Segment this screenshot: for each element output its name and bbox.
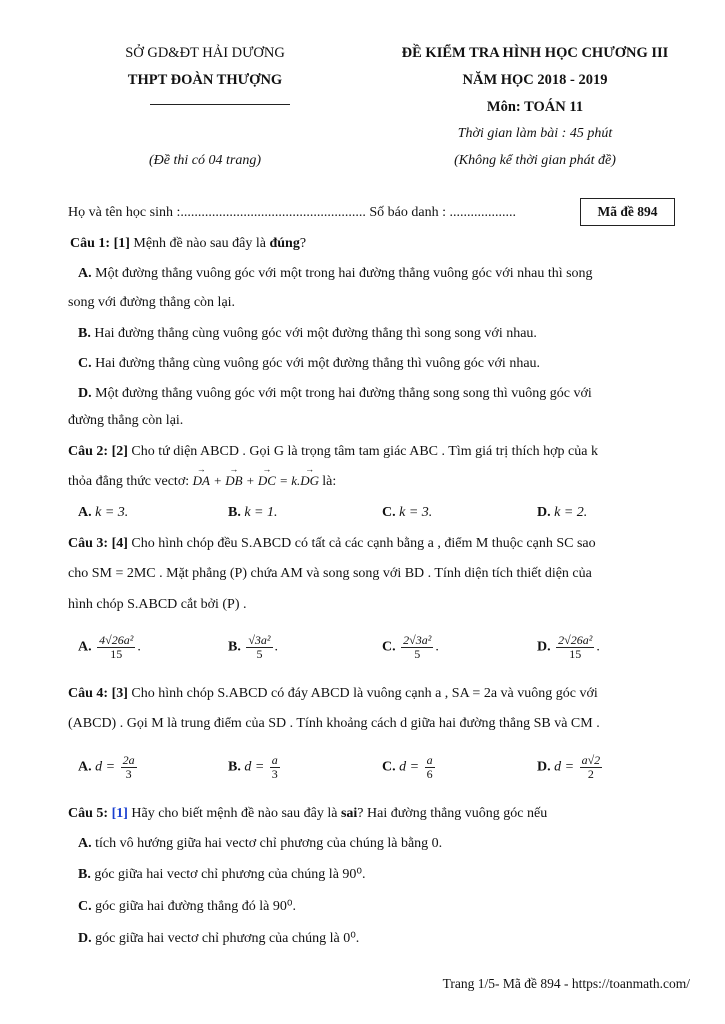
q1-text-a: Mệnh đề nào sau đây là <box>133 236 266 251</box>
option-text: Một đường thẳng vuông góc với một trong hai đường thẳng vuông góc với nhau thì song <box>95 266 593 281</box>
q3-line3: hình chóp S.ABCD cắt bởi (P) . <box>68 597 247 612</box>
q1-level: [1] <box>113 236 130 251</box>
q1-option-d[interactable] <box>78 386 592 402</box>
question-4 <box>68 686 598 702</box>
q1-text-c: ? <box>299 236 307 251</box>
exam-title: ĐỀ KIỂM TRA HÌNH HỌC CHƯƠNG III <box>401 45 669 61</box>
q3-option-a[interactable]: A. $\frac{\text{4√26a²}}{15}$ . <box>78 633 141 661</box>
q4-option-c[interactable] <box>382 754 437 780</box>
q1-label: Câu 1: <box>70 236 111 251</box>
option-text: Hai đường thẳng cùng vuông góc với một đường thẳng thì vuông góc với nhau. <box>95 356 541 371</box>
option-letter: D. <box>537 505 551 520</box>
q1-text-b: đúng <box>269 236 300 251</box>
school-dept: SỞ GD&ĐT HẢI DƯƠNG <box>125 45 285 61</box>
page-footer: Trang 1/5- Mã đề 894 - https://toanmath.com/ <box>442 976 690 991</box>
option-text: k = 3. <box>399 505 433 520</box>
q3-line2: cho SM = 2MC . Mặt phẳng (P) chứa AM và song song với BD . Tính diện tích thiết diện của <box>68 566 592 581</box>
q2-line1: Cho tứ diện ABCD . Gọi G là trọng tâm tam giác ABC . Tìm giá trị thích hợp của k <box>131 444 598 459</box>
q1-option-b[interactable] <box>78 326 537 342</box>
d-equals: d = <box>244 759 265 775</box>
fraction: $\frac{\text{2√26a²}}{15}$ <box>558 633 593 661</box>
q4-option-b[interactable] <box>228 754 282 780</box>
option-letter: A. <box>78 505 92 520</box>
vector-equation: → DA + → DB + → DC = k.→ DG <box>193 473 323 488</box>
q2-level: [2] <box>111 444 128 459</box>
fraction: $\frac{a√2}{2}$ <box>581 753 601 781</box>
q3-line1: Cho hình chóp đều S.ABCD có tất cả các cạnh bằng a , điểm M thuộc cạnh SC sao <box>131 536 596 551</box>
option-letter: B. <box>78 326 91 341</box>
d-equals: d = <box>399 759 420 775</box>
q3-option-d[interactable]: D. $\frac{\text{2√26a²}}{15}$ . <box>537 633 600 661</box>
option-letter: C. <box>382 505 396 520</box>
exam-code-box <box>580 198 675 226</box>
q2-option-d[interactable] <box>537 505 587 521</box>
q4-label: Câu 4: <box>68 686 109 701</box>
q2-line2a: thỏa đẳng thức vectơ: <box>68 474 190 489</box>
option-text: góc giữa hai vectơ chỉ phương của chúng là 90⁰. <box>94 867 366 882</box>
option-letter: A. <box>78 759 92 775</box>
option-letter: A. <box>78 266 92 281</box>
q3-label: Câu 3: <box>68 536 109 551</box>
option-letter: A. <box>78 639 92 655</box>
student-info-line: Họ và tên học sinh :..................................................... Số báo danh : ................... <box>68 205 516 220</box>
option-letter: B. <box>228 639 241 655</box>
school-name: THPT ĐOÀN THƯỢNG <box>127 72 283 88</box>
q2-option-a[interactable] <box>78 505 128 521</box>
option-text: tích vô hướng giữa hai vectơ chỉ phương của chúng là bằng 0. <box>95 836 443 851</box>
q5-label: Câu 5: <box>68 806 109 821</box>
q5-option-b[interactable] <box>78 866 366 883</box>
q1-option-d-cont: đường thẳng còn lại. <box>68 413 184 428</box>
q5-text-a: Hãy cho biết mệnh đề nào sau đây là <box>131 806 338 821</box>
option-letter: D. <box>537 759 551 775</box>
option-text: k = 2. <box>554 505 588 520</box>
question-2 <box>68 444 598 460</box>
fraction: $\frac{\text{4√26a²}}{15}$ <box>99 633 134 661</box>
q4-line1: Cho hình chóp S.ABCD có đáy ABCD là vuông cạnh a , SA = 2a và vuông góc với <box>131 686 598 701</box>
option-text: Một đường thẳng vuông góc với một trong hai đường thẳng song song thì vuông góc với <box>95 386 592 401</box>
q5-level: [1] <box>111 806 128 821</box>
option-letter: A. <box>78 836 92 851</box>
fraction: $\frac{2a}{3}$ <box>122 753 135 781</box>
d-equals: d = <box>554 759 575 775</box>
subject: Môn: TOÁN 11 <box>486 99 584 115</box>
q2-label: Câu 2: <box>68 444 109 459</box>
d-equals: d = <box>95 759 116 775</box>
fraction: $\frac{\text{√3a²}}{5}$ <box>248 633 271 661</box>
school-year: NĂM HỌC 2018 - 2019 <box>462 72 608 88</box>
q4-line2: (ABCD) . Gọi M là trung điểm của SD . Tính khoảng cách d giữa hai đường thẳng SB và CM . <box>68 716 600 731</box>
q5-option-c[interactable] <box>78 898 296 915</box>
question-1 <box>70 236 306 252</box>
option-letter: C. <box>78 899 92 914</box>
q2-option-c[interactable] <box>382 505 432 521</box>
option-letter: D. <box>78 386 92 401</box>
option-letter: B. <box>228 505 241 520</box>
q5-text-c: ? Hai đường thẳng vuông góc nếu <box>357 806 548 821</box>
q2-line2b: là: <box>322 474 337 489</box>
option-letter: D. <box>78 931 92 946</box>
fraction: $\frac{a}{6}$ <box>426 753 433 781</box>
q4-option-a[interactable] <box>78 754 139 780</box>
option-text: Hai đường thẳng cùng vuông góc với một đường thẳng thì song song với nhau. <box>94 326 537 341</box>
option-text: góc giữa hai vectơ chỉ phương của chúng là 0⁰. <box>95 931 360 946</box>
option-text: góc giữa hai đường thẳng đó là 90⁰. <box>95 899 296 914</box>
option-text: k = 3. <box>95 505 129 520</box>
option-letter: C. <box>78 356 92 371</box>
q2-line2 <box>68 473 336 490</box>
question-5 <box>68 806 547 822</box>
q5-text-b: sai <box>340 806 358 821</box>
time-note: (Không kể thời gian phát đề) <box>454 153 616 168</box>
q3-option-c[interactable]: C. $\frac{\text{2√3a²}}{5}$ . <box>382 633 439 661</box>
time-limit: Thời gian làm bài : 45 phút <box>457 126 613 141</box>
option-letter: B. <box>228 759 241 775</box>
q5-option-a[interactable] <box>78 836 442 852</box>
q1-option-a-cont: song với đường thẳng còn lại. <box>68 295 236 310</box>
page-count-note: (Đề thi có 04 trang) <box>149 153 261 168</box>
option-letter: B. <box>78 867 91 882</box>
option-letter: C. <box>382 759 396 775</box>
q1-option-a[interactable] <box>78 266 593 282</box>
option-letter: C. <box>382 639 396 655</box>
fraction: $\frac{a}{3}$ <box>271 753 278 781</box>
option-text: k = 1. <box>244 505 278 520</box>
option-letter: D. <box>537 639 551 655</box>
q1-option-c[interactable] <box>78 356 540 372</box>
q3-level: [4] <box>111 536 128 551</box>
q4-level: [3] <box>111 686 128 701</box>
q3-option-b[interactable]: B. $\frac{\text{√3a²}}{5}$ . <box>228 633 279 661</box>
header-divider <box>150 104 290 105</box>
question-3 <box>68 536 596 552</box>
exam-code: Mã đề 894 <box>597 204 658 219</box>
q4-option-d[interactable] <box>537 754 604 780</box>
q5-option-d[interactable] <box>78 930 359 947</box>
q2-option-b[interactable] <box>228 505 278 521</box>
fraction: $\frac{\text{2√3a²}}{5}$ <box>403 633 432 661</box>
